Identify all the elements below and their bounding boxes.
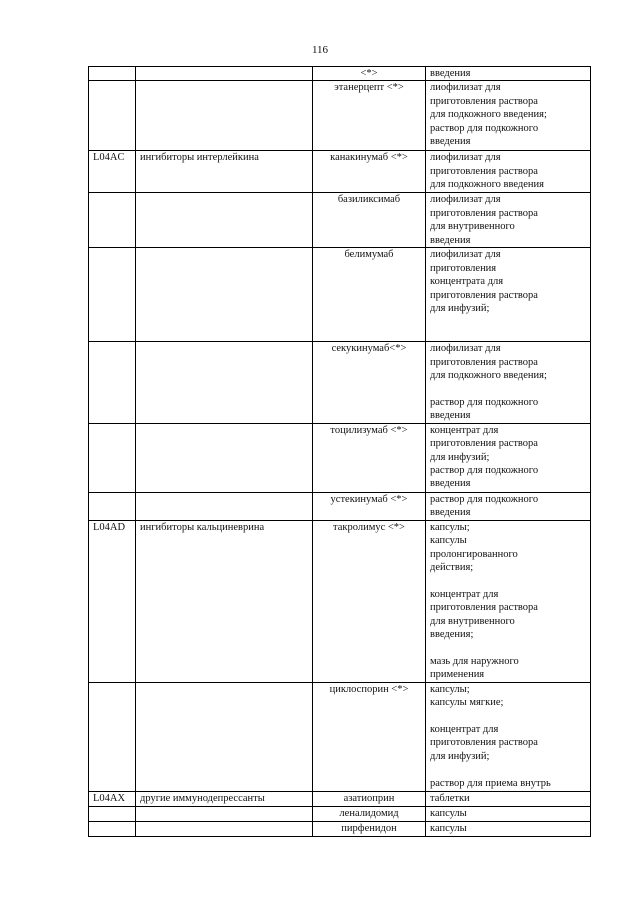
atc-code-cell: [89, 821, 136, 836]
dosage-form-line: раствор для подкожного: [430, 122, 539, 134]
dosage-form-line: введения: [430, 478, 471, 490]
table-row: [89, 248, 591, 342]
dosage-form-line: лиофилизат для: [430, 194, 501, 206]
dosage-form-cell: [426, 821, 591, 836]
dosage-form-line: капсулы: [430, 822, 467, 834]
dosage-form-line: раствор для подкожного: [430, 493, 539, 505]
dosage-form-line: [430, 763, 587, 776]
table-row: [89, 81, 591, 151]
drug-name-cell: базиликсимаб: [313, 193, 426, 248]
dosage-form-line: [430, 710, 587, 723]
atc-code-cell: L04AD: [89, 520, 136, 682]
table-row: [89, 806, 591, 821]
dosage-form-line: введения: [430, 507, 471, 519]
atc-code-cell: [89, 682, 136, 791]
dosage-form-line: лиофилизат для: [430, 249, 501, 261]
dosage-form-cell: [426, 520, 591, 682]
dosage-form-cell: [426, 193, 591, 248]
table-row: [89, 492, 591, 520]
dosage-form-line: для внутривенного: [430, 615, 515, 627]
table-row: [89, 193, 591, 248]
dosage-form-line: раствор для подкожного: [430, 465, 539, 477]
table-row: [89, 520, 591, 682]
dosage-form-line: лиофилизат для: [430, 152, 501, 164]
dosage-form-line: для подкожного введения;: [430, 109, 547, 121]
table-row: [89, 67, 591, 81]
dosage-form-cell: [426, 806, 591, 821]
drug-name-cell: такролимус <*>: [313, 520, 426, 682]
dosage-form-line: введения: [430, 234, 471, 246]
dosage-form-line: для подкожного введения;: [430, 370, 547, 382]
table-row: [89, 151, 591, 193]
dosage-form-line: приготовления раствора: [430, 165, 538, 177]
dosage-form-line: введения;: [430, 629, 474, 641]
dosage-form-line: капсулы: [430, 807, 467, 819]
dosage-form-line: [430, 642, 587, 655]
atc-code-cell: [89, 67, 136, 81]
pharmacological-group-cell: [136, 682, 313, 791]
dosage-form-cell: [426, 151, 591, 193]
dosage-form-line: приготовления раствора: [430, 289, 538, 301]
dosage-form-line: мазь для наружного: [430, 655, 519, 667]
drug-name-cell: этанерцепт <*>: [313, 81, 426, 151]
dosage-form-line: капсулы: [430, 535, 467, 547]
pharmacological-group-cell: ингибиторы интерлейкина: [136, 151, 313, 193]
dosage-form-cell: [426, 67, 591, 81]
dosage-form-line: введения: [430, 68, 471, 79]
pharmacological-group-cell: ингибиторы кальциневрина: [136, 520, 313, 682]
drug-table-body: [89, 67, 591, 837]
drug-name-cell: секукинумаб<*>: [313, 342, 426, 423]
dosage-form-cell: [426, 81, 591, 151]
dosage-form-cell: [426, 791, 591, 806]
dosage-form-line: приготовления раствора: [430, 602, 538, 614]
atc-code-cell: [89, 81, 136, 151]
dosage-form-line: приготовления раствора: [430, 356, 538, 368]
table-row: [89, 423, 591, 492]
drug-name-cell: тоцилизумаб <*>: [313, 423, 426, 492]
dosage-form-line: раствор для приема внутрь: [430, 777, 551, 789]
dosage-form-line: таблетки: [430, 792, 470, 804]
pharmacological-group-cell: [136, 81, 313, 151]
dosage-form-cell: [426, 492, 591, 520]
drug-name-cell: устекинумаб <*>: [313, 492, 426, 520]
table-row: [89, 342, 591, 423]
dosage-form-line: приготовления: [430, 262, 497, 274]
dosage-form-line: концентрат для: [430, 724, 499, 736]
pharmacological-group-cell: [136, 248, 313, 342]
dosage-form-line: концентрат для: [430, 424, 499, 436]
pharmacological-group-cell: [136, 193, 313, 248]
dosage-form-line: лиофилизат для: [430, 82, 501, 94]
dosage-form-cell: [426, 423, 591, 492]
pharmacological-group-cell: [136, 821, 313, 836]
dosage-form-line: для внутривенного: [430, 221, 515, 233]
dosage-form-line: введения: [430, 136, 471, 148]
dosage-form-line: концентрат для: [430, 588, 499, 600]
dosage-form-line: капсулы мягкие;: [430, 697, 504, 709]
table-row: [89, 791, 591, 806]
atc-code-cell: [89, 342, 136, 423]
dosage-form-line: [430, 574, 587, 587]
pharmacological-group-cell: [136, 342, 313, 423]
dosage-form-line: капсулы;: [430, 683, 470, 695]
dosage-form-line: концентрата для: [430, 276, 504, 288]
dosage-form-line: для инфузий;: [430, 451, 490, 463]
pharmacological-group-cell: [136, 67, 313, 81]
dosage-form-cell: [426, 682, 591, 791]
dosage-form-line: приготовления раствора: [430, 438, 538, 450]
dosage-form-line: приготовления раствора: [430, 95, 538, 107]
drug-name-cell: канакинумаб <*>: [313, 151, 426, 193]
dosage-form-line: лиофилизат для: [430, 343, 501, 355]
drug-name-cell: <*>: [313, 67, 426, 81]
table-row: [89, 821, 591, 836]
dosage-form-line: приготовления раствора: [430, 737, 538, 749]
pharmacological-group-cell: [136, 492, 313, 520]
dosage-form-line: [430, 383, 587, 396]
dosage-form-line: применения: [430, 669, 485, 681]
drug-table: [88, 66, 591, 837]
atc-code-cell: [89, 423, 136, 492]
dosage-form-line: раствор для подкожного: [430, 397, 539, 409]
atc-code-cell: L04AX: [89, 791, 136, 806]
dosage-form-line: введения: [430, 410, 471, 422]
drug-name-cell: пирфенидон: [313, 821, 426, 836]
page-number: 116: [311, 44, 329, 56]
dosage-form-line: действия;: [430, 562, 474, 574]
table-row: [89, 682, 591, 791]
atc-code-cell: [89, 248, 136, 342]
atc-code-cell: [89, 492, 136, 520]
dosage-form-cell: [426, 342, 591, 423]
dosage-form-line: приготовления раствора: [430, 207, 538, 219]
pharmacological-group-cell: [136, 806, 313, 821]
dosage-form-line: капсулы;: [430, 521, 470, 533]
atc-code-cell: [89, 193, 136, 248]
dosage-form-line: для инфузий;: [430, 750, 490, 762]
drug-name-cell: белимумаб: [313, 248, 426, 342]
pharmacological-group-cell: [136, 423, 313, 492]
atc-code-cell: L04AC: [89, 151, 136, 193]
dosage-form-cell: [426, 248, 591, 342]
dosage-form-line: для инфузий;: [430, 303, 490, 315]
drug-name-cell: леналидомид: [313, 806, 426, 821]
atc-code-cell: [89, 806, 136, 821]
drug-name-cell: азатиоприн: [313, 791, 426, 806]
drug-name-cell: циклоспорин <*>: [313, 682, 426, 791]
dosage-form-line: пролонгированного: [430, 548, 518, 560]
pharmacological-group-cell: другие иммунодепрессанты: [136, 791, 313, 806]
dosage-form-line: для подкожного введения: [430, 179, 544, 191]
